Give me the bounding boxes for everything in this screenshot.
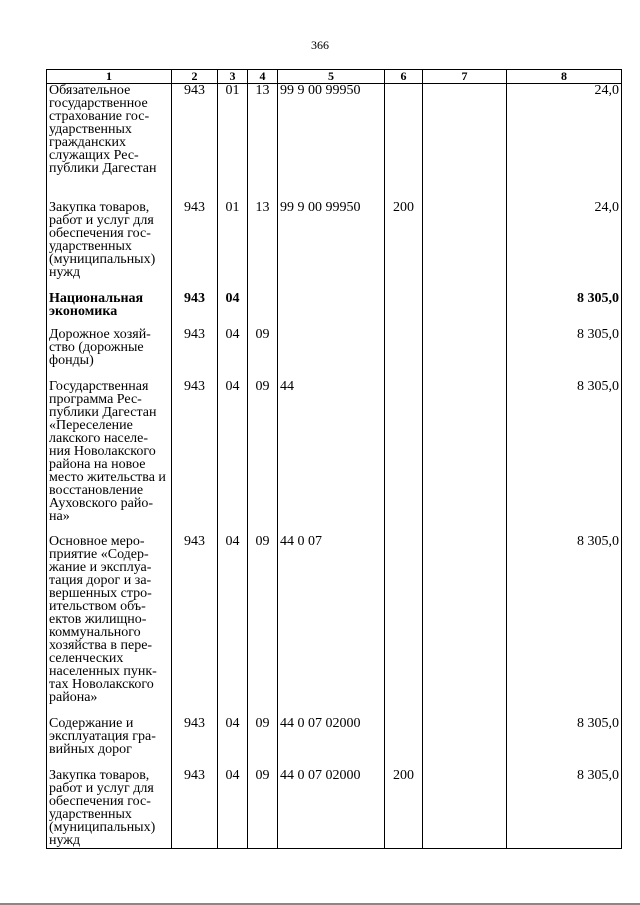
column-header: 6 [385, 70, 423, 84]
row-name: Содержание и эксплуатация гра-вийных дорог [47, 717, 172, 769]
cell-ministry-code: 943 [172, 380, 218, 535]
table-row [47, 84, 622, 201]
row-name: Основное меро-приятие «Содер-жание и эксплуа-тация дорог и за-вершенных стро-ительством объ-ектов жилищно-коммунального хозяйства в пере-селенческих населенных пунк-тах Новолакского района» [47, 535, 172, 717]
cell-ministry-code: 943 [172, 717, 218, 769]
column-header: 4 [248, 70, 278, 84]
cell-ministry-code: 943 [172, 292, 218, 328]
cell-amount: 8 305,0 [507, 769, 622, 849]
cell-expense-type [385, 328, 423, 380]
cell-col7 [423, 84, 507, 201]
cell-ministry-code: 943 [172, 535, 218, 717]
table-row [47, 380, 622, 535]
cell-section: 04 [218, 328, 248, 380]
row-name: Национальная экономика [47, 292, 172, 328]
table-row [47, 328, 622, 380]
cell-col7 [423, 535, 507, 717]
cell-target-article: 99 9 00 99950 [278, 201, 385, 292]
table-row [47, 201, 622, 292]
column-header: 8 [507, 70, 622, 84]
cell-subsection: 09 [248, 380, 278, 535]
cell-section: 04 [218, 380, 248, 535]
cell-subsection [248, 292, 278, 328]
cell-amount: 8 305,0 [507, 328, 622, 380]
cell-subsection: 09 [248, 535, 278, 717]
cell-expense-type [385, 380, 423, 535]
cell-subsection: 13 [248, 84, 278, 201]
cell-expense-type [385, 717, 423, 769]
cell-subsection: 09 [248, 769, 278, 849]
row-name: Закупка товаров, работ и услуг для обеспечения гос-ударственных (муниципальных) нужд [47, 201, 172, 292]
cell-target-article: 44 0 07 02000 [278, 769, 385, 849]
cell-col7 [423, 380, 507, 535]
cell-col7 [423, 717, 507, 769]
cell-section: 01 [218, 84, 248, 201]
page-number: 366 [311, 38, 329, 52]
column-header: 2 [172, 70, 218, 84]
table-row [47, 717, 622, 769]
column-header: 7 [423, 70, 507, 84]
cell-section: 01 [218, 201, 248, 292]
row-name: Обязательное государственное страхование гос-ударственных гражданских служащих Рес-публики Дагестан [47, 84, 172, 201]
cell-ministry-code: 943 [172, 328, 218, 380]
cell-ministry-code: 943 [172, 769, 218, 849]
cell-col7 [423, 328, 507, 380]
column-header: 5 [278, 70, 385, 84]
row-name: Закупка товаров, работ и услуг для обеспечения гос-ударственных (муниципальных) нужд [47, 769, 172, 849]
table-header-row [47, 70, 622, 84]
table-row [47, 769, 622, 849]
cell-ministry-code: 943 [172, 84, 218, 201]
column-header: 1 [47, 70, 172, 84]
cell-subsection: 09 [248, 717, 278, 769]
cell-section: 04 [218, 717, 248, 769]
cell-col7 [423, 201, 507, 292]
cell-target-article: 44 [278, 380, 385, 535]
column-header: 3 [218, 70, 248, 84]
cell-expense-type: 200 [385, 769, 423, 849]
cell-amount: 8 305,0 [507, 535, 622, 717]
cell-expense-type: 200 [385, 201, 423, 292]
cell-section: 04 [218, 769, 248, 849]
cell-expense-type [385, 535, 423, 717]
cell-section: 04 [218, 535, 248, 717]
cell-target-article: 99 9 00 99950 [278, 84, 385, 201]
table-row [47, 535, 622, 717]
row-name: Дорожное хозяй-ство (дорожные фонды) [47, 328, 172, 380]
cell-target-article: 44 0 07 [278, 535, 385, 717]
cell-amount: 8 305,0 [507, 292, 622, 328]
cell-target-article: 44 0 07 02000 [278, 717, 385, 769]
cell-section: 04 [218, 292, 248, 328]
cell-subsection: 13 [248, 201, 278, 292]
cell-target-article [278, 328, 385, 380]
cell-col7 [423, 769, 507, 849]
cell-col7 [423, 292, 507, 328]
cell-amount: 8 305,0 [507, 717, 622, 769]
cell-expense-type [385, 84, 423, 201]
cell-target-article [278, 292, 385, 328]
budget-table [46, 69, 622, 849]
cell-amount: 24,0 [507, 201, 622, 292]
cell-amount: 24,0 [507, 84, 622, 201]
row-name: Государственная программа Рес-публики Дагестан «Переселение лакского населе-ния Новолакского района на новое место жительства и восстановление Ауховского райо-на» [47, 380, 172, 535]
cell-subsection: 09 [248, 328, 278, 380]
cell-ministry-code: 943 [172, 201, 218, 292]
cell-amount: 8 305,0 [507, 380, 622, 535]
table-row [47, 292, 622, 328]
cell-expense-type [385, 292, 423, 328]
